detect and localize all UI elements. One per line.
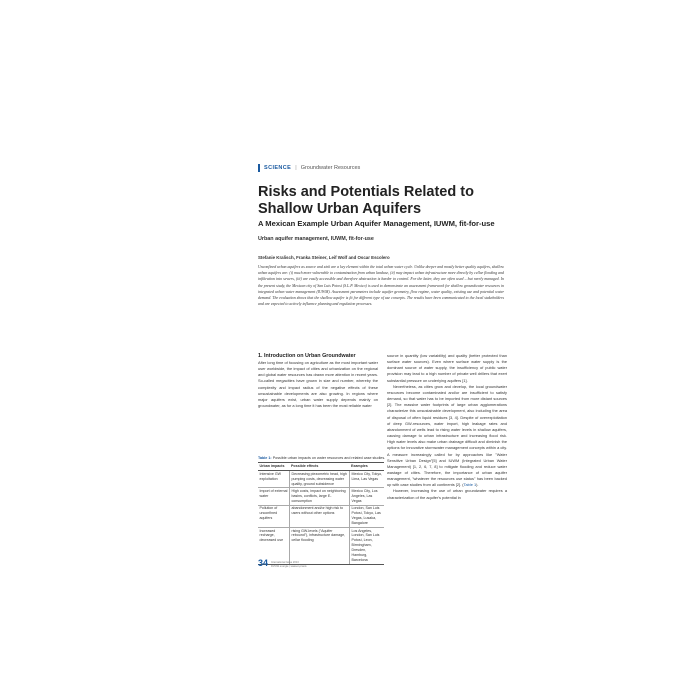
table-row	[258, 505, 384, 527]
body-column-left	[258, 360, 378, 409]
section-separator: |	[295, 165, 297, 171]
body-column-right	[387, 353, 507, 501]
title-line-2: Shallow Urban Aquifers	[258, 201, 422, 217]
table-caption-text: Possible urban impacts on water resources and related case studies.	[272, 456, 386, 460]
table-header: Urban impacts	[258, 463, 290, 471]
table-cell: Los Angeles, London, San Luis Potosí, Leon, Birmingham, Dresden, Hamburg, Barcelona	[350, 527, 385, 564]
table-cell: Decreasing piezometric head, high pumping costs, decreasing water quality, ground subsidence	[290, 470, 350, 487]
title-line-1: Risks and Potentials Related to	[258, 184, 474, 200]
table-row	[258, 470, 384, 487]
body-paragraph: Nevertheless, as cities grow and develop, the local groundwater resources become contaminated and/or are insufficient to satisfy demand, so that water has to be imported from more distant sources [2]. The massive water footprints of large urban agglomerations characterize this unsustainable development, also including the area of disposal of often liquid residues [3, 4]. Despite of overexploitation of deep GW-resources, water import, high leakage rates and abandonment of wells lead to rising water levels in shallow aquifers, causing damage to urban infrastructure and increasing flood risk. High water levels also make urban drainage difficult and diminish the options for innovative stormwater management concepts within a city. A measure increasingly called for by approaches like "Water Sensitive Urban Design"[5] and IUWM (Integrated Urban Water Management) [1, 2, 6, 7, 8] to mitigate flooding and reduce water wastage of cities. Therefore, the importance of urban aquifer management, "whatever the resources use status" has been backed up with case studies from all continents [2]. (Table 1).	[387, 383, 507, 488]
table-cell: Pollution of unconfined aquifers	[258, 505, 290, 527]
table-caption	[258, 456, 388, 460]
article-abstract: Unconfined urban aquifers as source and sink are a key element within the total urban water cycle. Unlike deeper and mostly better quality aquifers, shallow urban aquifers are: (i) much more vulnerable to contamination from urban landuse, (ii) may impact urban infrastructure more directly by cellar flooding and infiltration into sewers, (iii) are easily accessible and therefore abstraction is harder to control. For the latter, they are often used – but rarely managed. In the present study, the Mexican city of San Luis Potosí (S.L.P. Mexico) is used to demonstrate an assessment framework for shallow groundwater resources in integrated urban water management (IUWM). Assessment parameters include aquifer geometry, flow regime, water quality, existing use and potential water demand. The evaluation shows that the shallow aquifer is fit for different type of use concepts. The results have been communicated to the local stakeholders and are expected to actively influence planning and regulation processes.	[258, 265, 504, 307]
publication-info	[271, 561, 307, 568]
table-header: Possible effects	[290, 463, 350, 471]
article-subtitle: A Mexican Example Urban Aquifer Management, IUWM, fit-for-use	[258, 219, 495, 228]
impacts-table	[258, 462, 384, 565]
article-authors: Stefanie Kralisch, Franka Steiner, Leif Wolf and Oscar Escolero	[258, 255, 390, 260]
table-cell: Intensive GW exploitation	[258, 470, 290, 487]
section-bar	[258, 164, 260, 172]
body-paragraph: After long time of focusing on agriculture as the most important water user worldwide, the impact of cities and urbanization on the regional and global water resources has drawn more attention in recent years. So-called megacities have grown in size and number, whereby the complexity and impact radius of the negative effects of these unsustainable developments are also growing. In regions where major aquifers exist, urban water supply depends mainly on groundwater, as for a long time it has been the most reliable water	[258, 360, 378, 409]
publication-line-1: International Issue 2013	[271, 561, 299, 565]
body-paragraph: However, increasing the use of urban groundwater requires a characterization of the aquifer's potential in	[387, 488, 507, 500]
article-title	[258, 184, 558, 218]
section-name: SCIENCE	[264, 165, 292, 171]
table-row	[258, 488, 384, 505]
table-cell: Increased recharge, decreased use	[258, 527, 290, 564]
body-paragraph-text: Nevertheless, as cities grow and develop, the local groundwater resources become contaminated and/or are insufficient to satisfy demand, so that water has to be imported from more distant sources [2]. The massive water footprints of large urban agglomerations characterize this unsustainable development, also including the area of disposal of often liquid residues [3, 4]. Despite of overexploitation of deep GW-resources, water import, high leakage rates and abandonment of wells lead to rising water levels in shallow aquifers, causing damage to urban infrastructure and increasing flood risk. High water levels also make urban drainage difficult and diminish the options for innovative stormwater management concepts within a city. A measure increasingly called for by approaches like "Water Sensitive Urban Design"[5] and IUWM (Integrated Urban Water Management) [1, 2, 6, 7, 8] to mitigate flooding and reduce water wastage of cities. Therefore, the importance of urban aquifer management, "whatever the resources use status" has been backed up with case studies from all continents [2].	[387, 383, 507, 488]
section-topic: Groundwater Resources	[300, 165, 361, 171]
table-caption-label: Table 1:	[258, 456, 272, 460]
table-cell: abandonment and/or high risk to users without other options	[290, 505, 350, 527]
table-reference-link[interactable]: Table 1	[463, 482, 477, 488]
page-footer	[258, 559, 307, 568]
table-header: Examples	[350, 463, 385, 471]
page-number: 34	[258, 558, 269, 568]
table-cell: Mexico City, Tokyo, Lima, Las Vegas	[350, 470, 385, 487]
article-keywords: Urban aquifer management, IUWM, fit-for-use	[258, 236, 374, 242]
publication-line-2: DVGW energie | wasser-praxis	[271, 564, 307, 568]
body-paragraph: source in quantity (low variability) and quality (better protected than surface water sources). Even where surface water supply is the dominant source of water supply, the insufficiency of public water provision may lead to a high number of private well drillers that exert substantial pressure on underlying aquifers [1].	[387, 353, 507, 383]
table-cell: rising GW-levels ("Aquifer rebound"), infrastructure damage, cellar flooding	[290, 527, 350, 564]
table-cell: High costs, impact on neighboring basins, conflicts, large E-consumption	[290, 488, 350, 505]
table-cell: Mexico City, Los Angeles, Las Vegas	[350, 488, 385, 505]
section-heading: 1. Introduction on Urban Groundwater	[258, 353, 356, 359]
table-header-row	[258, 463, 384, 471]
section-tag	[258, 164, 360, 172]
table-cell: Import of external water	[258, 488, 290, 505]
table-cell: London, San Luis Potosí, Tokyo, Las Vegas, Lusaka, Bangalore	[350, 505, 385, 527]
